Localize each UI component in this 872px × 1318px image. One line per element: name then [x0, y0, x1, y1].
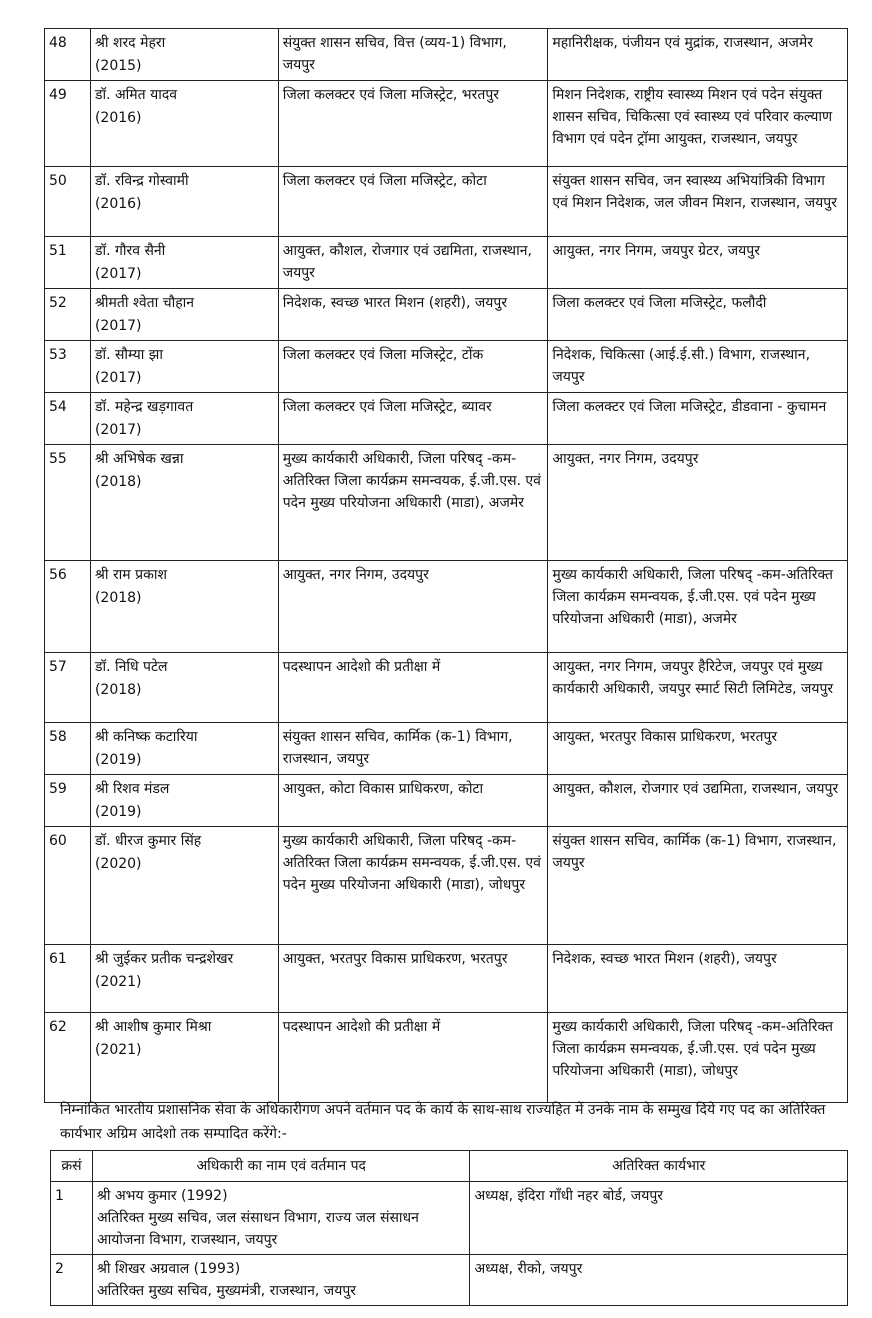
- officer-name: श्री रिशव मंडल: [94, 781, 170, 797]
- new-post: निदेशक, चिकित्सा (आई.ई.सी.) विभाग, राजस्थान, जयपुर: [548, 341, 848, 393]
- additional-charge-table: [50, 1150, 848, 1306]
- current-post: आयुक्त, नगर निगम, उदयपुर: [278, 561, 548, 653]
- officer-batch: (2017): [94, 422, 142, 438]
- officer-name: श्री राम प्रकाश: [94, 567, 167, 583]
- new-post: मिशन निदेशक, राष्ट्रीय स्वास्थ्य मिशन एवं पदेन संयुक्त शासन सचिव, चिकित्सा एवं स्वास्थ्य एवं परिवार कल्याण विभाग एवं पदेन ट्रॉमा आयुक्त, राजस्थान, जयपुर: [548, 81, 848, 167]
- new-post: निदेशक, स्वच्छ भारत मिशन (शहरी), जयपुर: [548, 945, 848, 1013]
- officer-cell: [90, 1013, 278, 1103]
- officer-batch: (2016): [94, 110, 142, 126]
- table-row: [45, 1013, 848, 1103]
- new-post: आयुक्त, भरतपुर विकास प्राधिकरण, भरतपुर: [548, 723, 848, 775]
- officer-batch: (2021): [94, 974, 142, 990]
- table-row: [45, 29, 848, 81]
- serial-number: 54: [45, 393, 91, 445]
- header-sno: क्रसं: [51, 1151, 93, 1182]
- officer-batch: (2015): [94, 58, 142, 74]
- additional-charge: अध्यक्ष, रीको, जयपुर: [470, 1255, 848, 1306]
- officer-batch: (2016): [94, 196, 142, 212]
- officer-batch: (2020): [94, 856, 142, 872]
- table-row: [51, 1182, 848, 1255]
- current-post: आयुक्त, कोटा विकास प्राधिकरण, कोटा: [278, 775, 548, 827]
- officer-name: श्री अभिषेक खन्ना: [94, 451, 184, 467]
- current-post: मुख्य कार्यकारी अधिकारी, जिला परिषद् -कम-अतिरिक्त जिला कार्यक्रम समन्वयक, ई.जी.एस. एवं पदेन मुख्य परियोजना अधिकारी (माडा), अजमेर: [278, 445, 548, 561]
- officer-cell: [90, 827, 278, 945]
- current-post: पदस्थापन आदेशो की प्रतीक्षा में: [278, 1013, 548, 1103]
- table-row: [45, 393, 848, 445]
- officer-name: श्री शिखर अग्रवाल (1993): [96, 1261, 241, 1277]
- current-post: जिला कलक्टर एवं जिला मजिस्ट्रेट, ब्यावर: [278, 393, 548, 445]
- officer-cell: [90, 29, 278, 81]
- officer-name: डॉ. सौम्या झा: [94, 347, 164, 363]
- header-officer: अधिकारी का नाम एवं वर्तमान पद: [92, 1151, 470, 1182]
- current-post: अतिरिक्त मुख्य सचिव, जल संसाधन विभाग, राज्य जल संसाधन आयोजना विभाग, राजस्थान, जयपुर: [96, 1210, 419, 1248]
- officer-cell: [90, 237, 278, 289]
- officer-cell: [90, 393, 278, 445]
- current-post: जिला कलक्टर एवं जिला मजिस्ट्रेट, भरतपुर: [278, 81, 548, 167]
- officer-cell: [90, 723, 278, 775]
- table-row: [45, 945, 848, 1013]
- officer-cell: [90, 289, 278, 341]
- officer-cell: [90, 341, 278, 393]
- serial-number: 55: [45, 445, 91, 561]
- new-post: आयुक्त, नगर निगम, जयपुर ग्रेटर, जयपुर: [548, 237, 848, 289]
- officer-name: डॉ. गौरव सैनी: [94, 243, 166, 259]
- officer-cell: [90, 561, 278, 653]
- additional-charge: अध्यक्ष, इंदिरा गाँधी नहर बोर्ड, जयपुर: [470, 1182, 848, 1255]
- officer-name: डॉ. रविन्द्र गोस्वामी: [94, 173, 189, 189]
- new-post: आयुक्त, नगर निगम, जयपुर हैरिटेज, जयपुर एवं मुख्य कार्यकारी अधिकारी, जयपुर स्मार्ट सिटी लिमिटेड, जयपुर: [548, 653, 848, 723]
- serial-number: 49: [45, 81, 91, 167]
- serial-number: 62: [45, 1013, 91, 1103]
- officer-batch: (2018): [94, 682, 142, 698]
- officer-batch: (2021): [94, 1042, 142, 1058]
- officer-batch: (2017): [94, 266, 142, 282]
- new-post: जिला कलक्टर एवं जिला मजिस्ट्रेट, फलौदी: [548, 289, 848, 341]
- additional-charge-header-row: [51, 1151, 848, 1182]
- current-post: संयुक्त शासन सचिव, कार्मिक (क-1) विभाग, राजस्थान, जयपुर: [278, 723, 548, 775]
- current-post: संयुक्त शासन सचिव, वित्त (व्यय-1) विभाग, जयपुर: [278, 29, 548, 81]
- officer-batch: (2017): [94, 370, 142, 386]
- new-post: आयुक्त, नगर निगम, उदयपुर: [548, 445, 848, 561]
- table-row: [45, 237, 848, 289]
- officer-batch: (2017): [94, 318, 142, 334]
- officer-cell: [90, 81, 278, 167]
- officer-cell: [92, 1255, 470, 1306]
- transfer-table-body: [45, 29, 848, 1103]
- officer-batch: (2019): [94, 752, 142, 768]
- serial-number: 61: [45, 945, 91, 1013]
- officer-batch: (2018): [94, 590, 142, 606]
- new-post: मुख्य कार्यकारी अधिकारी, जिला परिषद् -कम-अतिरिक्त जिला कार्यक्रम समन्वयक, ई.जी.एस. एवं पदेन मुख्य परियोजना अधिकारी (माडा), जोधपुर: [548, 1013, 848, 1103]
- officer-batch: (2018): [94, 474, 142, 490]
- serial-number: 1: [51, 1182, 93, 1255]
- officer-name: डॉ. निधि पटेल: [94, 659, 168, 675]
- officer-name: श्री जुईकर प्रतीक चन्द्रशेखर: [94, 951, 234, 967]
- table-row: [45, 653, 848, 723]
- serial-number: 2: [51, 1255, 93, 1306]
- officer-batch: (2019): [94, 804, 142, 820]
- table-row: [45, 445, 848, 561]
- serial-number: 53: [45, 341, 91, 393]
- new-post: आयुक्त, कौशल, रोजगार एवं उद्यमिता, राजस्थान, जयपुर: [548, 775, 848, 827]
- new-post: जिला कलक्टर एवं जिला मजिस्ट्रेट, डीडवाना - कुचामन: [548, 393, 848, 445]
- new-post: मुख्य कार्यकारी अधिकारी, जिला परिषद् -कम-अतिरिक्त जिला कार्यक्रम समन्वयक, ई.जी.एस. एवं पदेन मुख्य परियोजना अधिकारी (माडा), अजमेर: [548, 561, 848, 653]
- current-post: आयुक्त, कौशल, रोजगार एवं उद्यमिता, राजस्थान, जयपुर: [278, 237, 548, 289]
- table-row: [45, 561, 848, 653]
- table-row: [51, 1255, 848, 1306]
- serial-number: 60: [45, 827, 91, 945]
- officer-name: श्री अभय कुमार (1992): [96, 1188, 228, 1204]
- serial-number: 59: [45, 775, 91, 827]
- serial-number: 50: [45, 167, 91, 237]
- serial-number: 48: [45, 29, 91, 81]
- officer-name: डॉ. धीरज कुमार सिंह: [94, 833, 202, 849]
- officer-cell: [90, 167, 278, 237]
- current-post: जिला कलक्टर एवं जिला मजिस्ट्रेट, टोंक: [278, 341, 548, 393]
- additional-charge-body: [51, 1182, 848, 1306]
- current-post: मुख्य कार्यकारी अधिकारी, जिला परिषद् -कम-अतिरिक्त जिला कार्यक्रम समन्वयक, ई.जी.एस. एवं पदेन मुख्य परियोजना अधिकारी (माडा), जोधपुर: [278, 827, 548, 945]
- serial-number: 51: [45, 237, 91, 289]
- new-post: संयुक्त शासन सचिव, जन स्वास्थ्य अभियांत्रिकी विभाग एवं मिशन निदेशक, जल जीवन मिशन, राजस्थान, जयपुर: [548, 167, 848, 237]
- table-row: [45, 827, 848, 945]
- officer-cell: [90, 445, 278, 561]
- additional-charge-note: निम्नांकित भारतीय प्रशासनिक सेवा के अधिकारीगण अपने वर्तमान पद के कार्य के साथ-साथ राज्यहित में उनके नाम के सम्मुख दिये गए पद का अतिरिक्त कार्यभार अग्रिम आदेशो तक सम्पादित करेंगे:-: [60, 1102, 826, 1142]
- officer-cell: [92, 1182, 470, 1255]
- officer-name: डॉ. महेन्द्र खड़गावत: [94, 399, 194, 415]
- officer-cell: [90, 775, 278, 827]
- transfer-table: [44, 28, 848, 1103]
- current-post: आयुक्त, भरतपुर विकास प्राधिकरण, भरतपुर: [278, 945, 548, 1013]
- officer-cell: [90, 945, 278, 1013]
- table-row: [45, 723, 848, 775]
- officer-name: श्री आशीष कुमार मिश्रा: [94, 1019, 212, 1035]
- table-row: [45, 167, 848, 237]
- officer-name: डॉ. अमित यादव: [94, 87, 178, 103]
- new-post: संयुक्त शासन सचिव, कार्मिक (क-1) विभाग, राजस्थान, जयपुर: [548, 827, 848, 945]
- current-post: जिला कलक्टर एवं जिला मजिस्ट्रेट, कोटा: [278, 167, 548, 237]
- current-post: निदेशक, स्वच्छ भारत मिशन (शहरी), जयपुर: [278, 289, 548, 341]
- table-row: [45, 775, 848, 827]
- new-post: महानिरीक्षक, पंजीयन एवं मुद्रांक, राजस्थान, अजमेर: [548, 29, 848, 81]
- serial-number: 52: [45, 289, 91, 341]
- officer-name: श्रीमती श्वेता चौहान: [94, 295, 195, 311]
- serial-number: 57: [45, 653, 91, 723]
- table-row: [45, 289, 848, 341]
- header-charge: अतिरिक्त कार्यभार: [470, 1151, 848, 1182]
- officer-name: श्री कनिष्क कटारिया: [94, 729, 198, 745]
- serial-number: 56: [45, 561, 91, 653]
- serial-number: 58: [45, 723, 91, 775]
- officer-name: श्री शरद मेहरा: [94, 35, 166, 51]
- table-row: [45, 341, 848, 393]
- officer-cell: [90, 653, 278, 723]
- current-post: अतिरिक्त मुख्य सचिव, मुख्यमंत्री, राजस्थान, जयपुर: [96, 1283, 356, 1299]
- current-post: पदस्थापन आदेशो की प्रतीक्षा में: [278, 653, 548, 723]
- table-row: [45, 81, 848, 167]
